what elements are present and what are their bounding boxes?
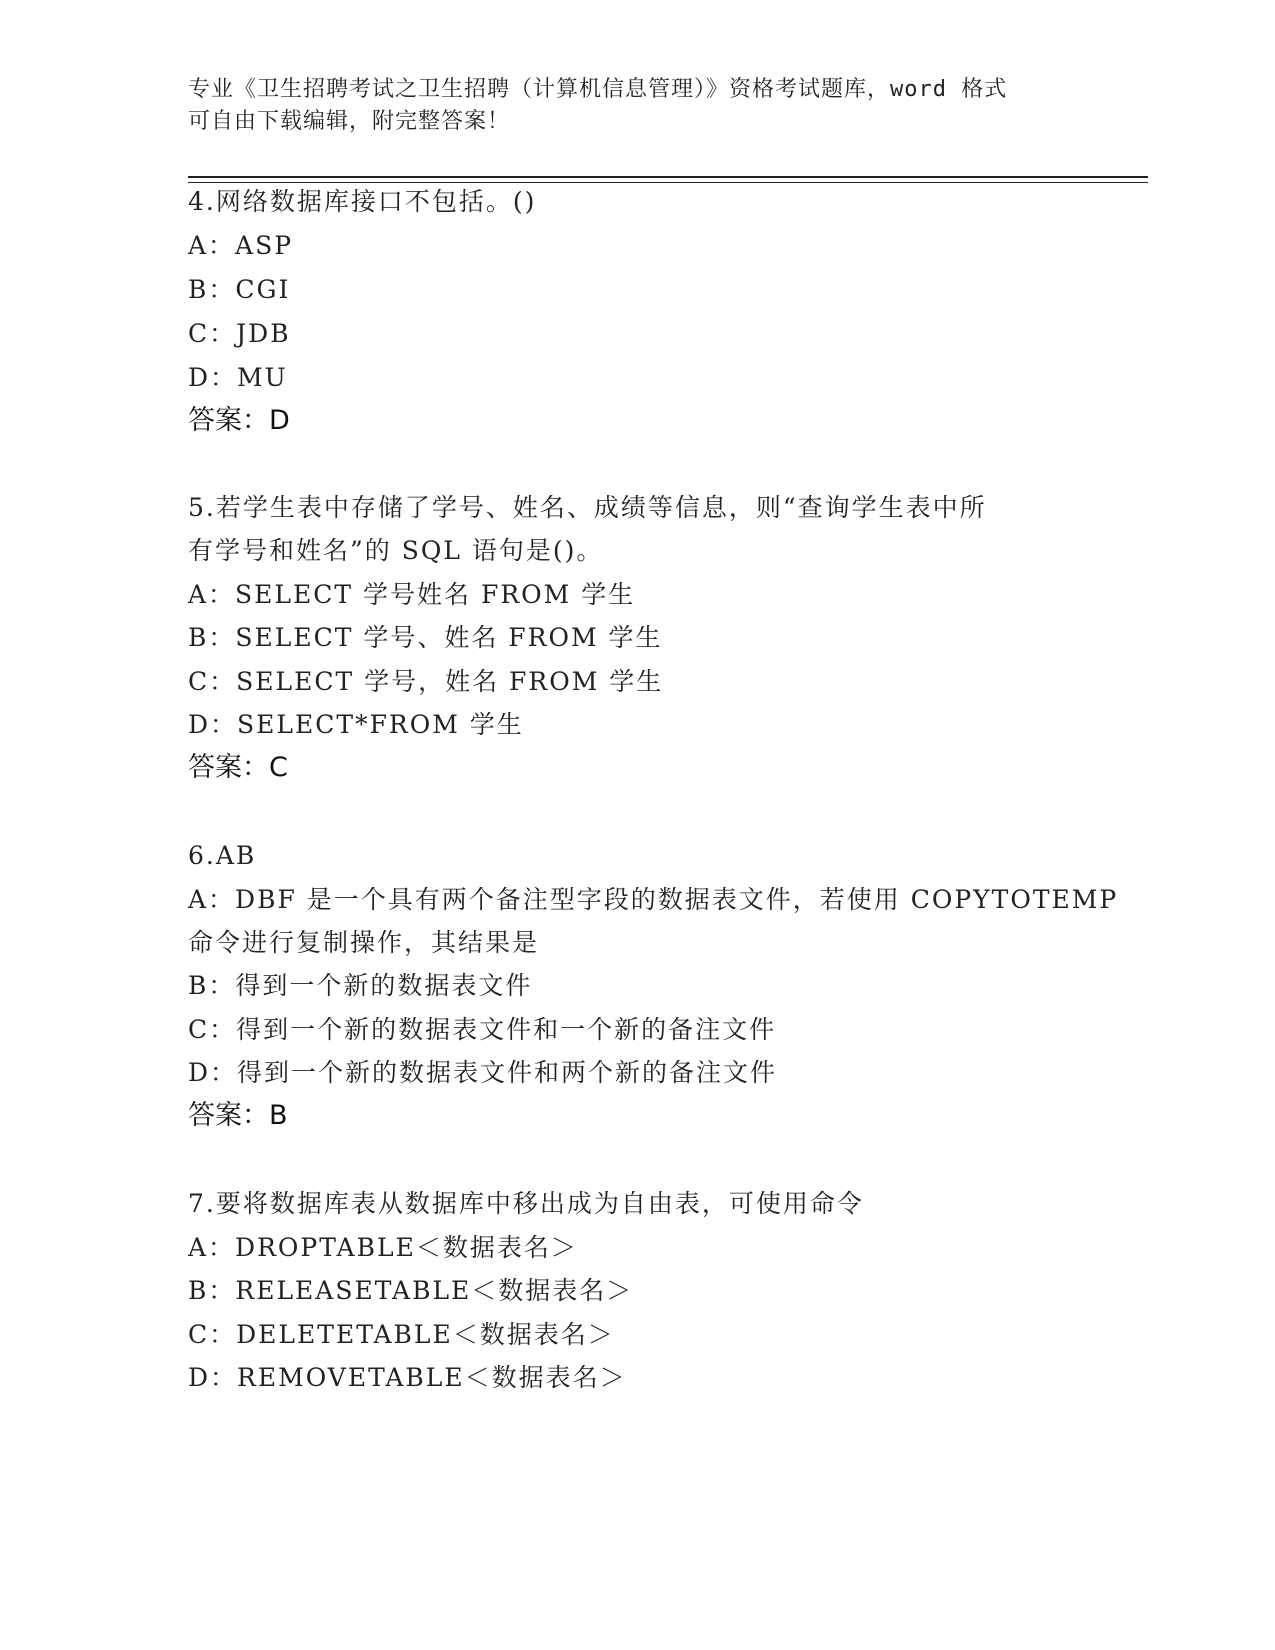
question-6-option-c: C：得到一个新的数据表文件和一个新的备注文件 <box>188 1015 777 1044</box>
question-7-option-a: A：DROPTABLE＜数据表名＞ <box>188 1233 578 1262</box>
question-6-option-a-line-1: A：DBF 是一个具有两个备注型字段的数据表文件，若使用 COPYTOTEMP <box>188 885 1119 914</box>
question-5-stem-line-2: 有学号和姓名”的 SQL 语句是()。 <box>188 536 604 565</box>
question-4-answer: 答案：D <box>188 405 290 436</box>
question-6-stem: 6.AB <box>188 841 257 870</box>
header-line-1: 专业《卫生招聘考试之卫生招聘（计算机信息管理）》资格考试题库，word 格式 <box>188 77 1008 102</box>
question-6-answer: 答案：B <box>188 1100 288 1131</box>
question-5-option-b: B：SELECT 学号、姓名 FROM 学生 <box>188 623 663 652</box>
question-7-option-d: D：REMOVETABLE＜数据表名＞ <box>188 1363 627 1392</box>
header-line-2: 可自由下载编辑，附完整答案！ <box>188 109 511 134</box>
question-5-stem-line-1: 5.若学生表中存储了学号、姓名、成绩等信息，则“查询学生表中所 <box>188 493 987 522</box>
header-divider-thin <box>188 182 1148 183</box>
question-4-stem: 4.网络数据库接口不包括。() <box>188 187 537 216</box>
question-4-option-b: B：CGI <box>188 275 291 304</box>
question-7-stem: 7.要将数据库表从数据库中移出成为自由表，可使用命令 <box>188 1189 864 1218</box>
document-header <box>188 74 1088 138</box>
question-5-option-c: C：SELECT 学号，姓名 FROM 学生 <box>188 667 664 696</box>
question-6-option-a-line-2: 命令进行复制操作，其结果是 <box>188 928 540 957</box>
question-4-option-d: D：MU <box>188 363 288 392</box>
question-4-option-a: A：ASP <box>188 231 294 260</box>
question-6-option-d: D：得到一个新的数据表文件和两个新的备注文件 <box>188 1058 778 1087</box>
question-5-option-a: A：SELECT 学号姓名 FROM 学生 <box>188 580 636 609</box>
question-7-option-c: C：DELETETABLE＜数据表名＞ <box>188 1320 615 1349</box>
question-4-option-c: C：JDB <box>188 319 291 348</box>
header-divider-thick <box>188 176 1148 178</box>
question-6-option-b: B：得到一个新的数据表文件 <box>188 971 533 1000</box>
question-7-option-b: B：RELEASETABLE＜数据表名＞ <box>188 1276 634 1305</box>
question-5-option-d: D：SELECT*FROM 学生 <box>188 710 524 739</box>
question-5-answer: 答案：C <box>188 752 288 783</box>
